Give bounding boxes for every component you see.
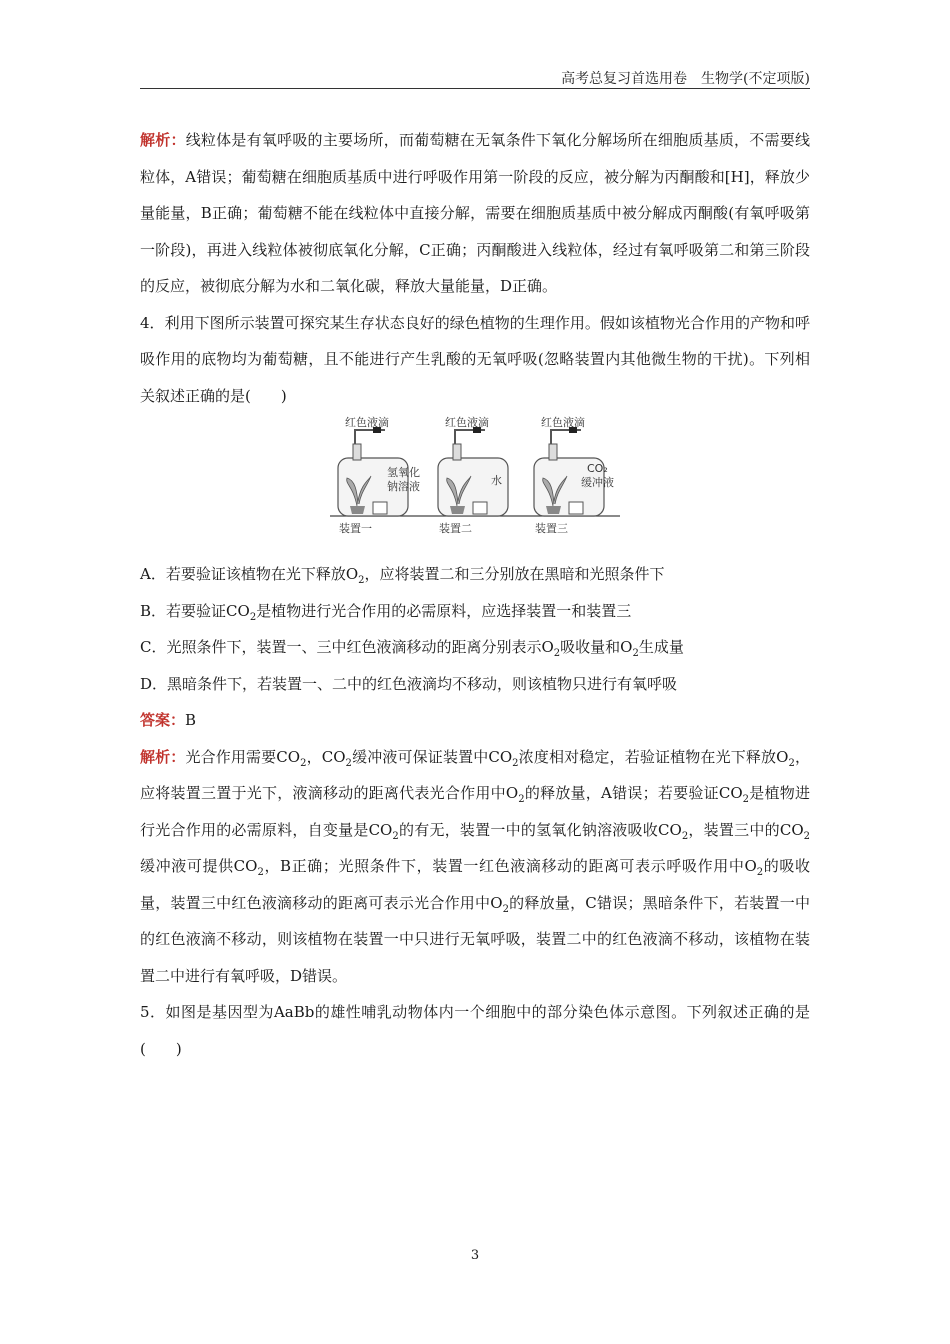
- a-sub3: 2: [512, 757, 519, 769]
- liquid-label-3b: 缓冲液: [581, 476, 614, 489]
- option-d: D．黑暗条件下，若装置一、二中的红色液滴均不移动，则该植物只进行有氧呼吸: [140, 674, 678, 693]
- analysis-label: 解析：: [140, 131, 186, 149]
- droplet-label-3: 红色液滴: [541, 416, 585, 429]
- option-a-part2: ，应将装置二和三分别放在黑暗和光照条件下: [364, 565, 665, 583]
- device-label-3: 装置三: [535, 522, 568, 535]
- a-sub8: 2: [681, 830, 689, 842]
- a-s6: 的释放量，A错误；若要验证CO: [524, 784, 743, 802]
- a-s7: 是植物进行光合作用的必需原料，自变量是CO: [140, 784, 810, 839]
- a-s5: ，应将装置三置于光下，液滴移动的距离代表光合作用中O: [140, 747, 810, 802]
- beaker-one: [373, 502, 387, 514]
- page-content: [140, 122, 810, 1067]
- device-two: [438, 427, 508, 516]
- a-s9: ，装置三中的CO: [688, 820, 804, 839]
- analysis-label-2: 解析：: [140, 747, 186, 766]
- stopper-three: [549, 444, 557, 460]
- stopper-one: [353, 444, 361, 460]
- pot-two: [450, 506, 465, 514]
- option-a-part1: A．若要验证该植物在光下释放O: [140, 565, 359, 583]
- option-a-sub: 2: [358, 575, 365, 586]
- beaker-two: [473, 502, 487, 514]
- a-sub9: 2: [803, 830, 811, 842]
- a-sub1: 2: [300, 757, 307, 769]
- pot-one: [350, 506, 365, 514]
- droplet-label-2: 红色液滴: [445, 416, 489, 429]
- header-rule: [140, 88, 810, 89]
- a-sub12: 2: [502, 903, 509, 915]
- a-s4: 浓度相对稳定，若验证植物在光下释放O: [518, 747, 789, 766]
- option-b-part2: 是植物进行光合作用的必需原料，应选择装置一和装置三: [256, 601, 632, 620]
- a-s12: 的吸收量，装置三中红色液滴移动的距离可表示光合作用中O: [140, 857, 810, 912]
- a-sub2: 2: [345, 757, 352, 769]
- liquid-label-2: 水: [491, 474, 502, 487]
- option-c: [140, 629, 810, 666]
- a-s2: ，CO: [306, 747, 346, 766]
- option-c-part2: 吸收量和O: [560, 638, 633, 656]
- q5-stem: 5．如图是基因型为AaBb的雄性哺乳动物体内一个细胞中的部分染色体示意图。下列叙述正确的是( ): [140, 1003, 810, 1058]
- device-label-1: 装置一: [339, 522, 372, 535]
- option-b-sub: 2: [249, 611, 257, 623]
- option-a: [140, 556, 810, 593]
- liquid-label-1a: 氢氧化: [387, 466, 420, 479]
- q4-answer: [140, 702, 810, 739]
- page-number: 3: [470, 1248, 480, 1263]
- option-b-part1: B．若要验证CO: [140, 601, 250, 620]
- stopper-two: [453, 444, 461, 460]
- a-sub4: 2: [788, 757, 795, 769]
- q3-analysis: [140, 122, 810, 305]
- liquid-label-3a: CO₂: [587, 462, 608, 475]
- option-c-part1: C．光照条件下，装置一、三中红色液滴移动的距离分别表示O: [140, 638, 554, 656]
- a-s3: 缓冲液可保证装置中CO: [351, 747, 513, 766]
- option-c-sub1: 2: [553, 648, 561, 659]
- a-sub6: 2: [742, 794, 749, 805]
- pot-three: [546, 506, 561, 514]
- a-s13: 的释放量，C错误；黑暗条件下，若装置一中的红色液滴不移动，则该植物在装置一中只进行无氧呼吸，装置二中的红色液滴不移动，该植物在装置二中进行有氧呼吸，D错误。: [140, 893, 810, 985]
- a-sub10: 2: [257, 867, 264, 878]
- a-s8: 的有无，装置一中的氢氧化钠溶液吸收CO: [398, 820, 682, 839]
- a-s1: 光合作用需要CO: [185, 747, 301, 766]
- q4-analysis: [140, 739, 810, 995]
- option-b: [140, 593, 810, 630]
- option-c-part3: 生成量: [638, 638, 684, 656]
- beaker-three: [569, 502, 583, 514]
- answer-label: 答案：: [140, 711, 186, 729]
- q4-stem: 4．利用下图所示装置可探究某生存状态良好的绿色植物的生理作用。假如该植物光合作用的产物和呼吸作用的底物均为葡萄糖，且不能进行产生乳酸的无氧呼吸(忽略装置内其他微生物的干扰)。下列相关叙述正确的是( ): [140, 313, 810, 405]
- a-sub5: 2: [518, 794, 525, 805]
- device-label-2: 装置二: [439, 522, 472, 535]
- apparatus-figure: [325, 416, 625, 538]
- a-s11: ，B正确；光照条件下，装置一红色液滴移动的距离可表示呼吸作用中O: [263, 857, 757, 875]
- page-header: 高考总复习首选用卷 生物学(不定项版): [561, 71, 810, 87]
- liquid-label-1b: 钠溶液: [387, 480, 420, 493]
- a-sub7: 2: [392, 830, 399, 842]
- answer-value: B: [185, 711, 197, 729]
- droplet-label-1: 红色液滴: [345, 416, 389, 429]
- a-s10: 缓冲液可提供CO: [140, 857, 258, 875]
- a-sub11: 2: [756, 867, 764, 878]
- apparatus-diagram: [325, 416, 625, 538]
- option-c-sub2: 2: [632, 648, 639, 659]
- q3-analysis-text: 线粒体是有氧呼吸的主要场所，而葡萄糖在无氧条件下氧化分解场所在细胞质基质，不需要线粒体，A错误；葡萄糖在细胞质基质中进行呼吸作用第一阶段的反应，被分解为丙酮酸和[H]，释放少量能量，B正确；葡萄糖不能在线粒体中直接分解，需要在细胞质基质中被分解成丙酮酸(有氧呼吸第一阶段)，再进入线粒体被彻底氧化分解，C正确；丙酮酸进入线粒体，经过有氧呼吸第二和第三阶段的反应，被彻底分解为水和二氧化碳，释放大量能量，D正确。: [140, 131, 810, 295]
